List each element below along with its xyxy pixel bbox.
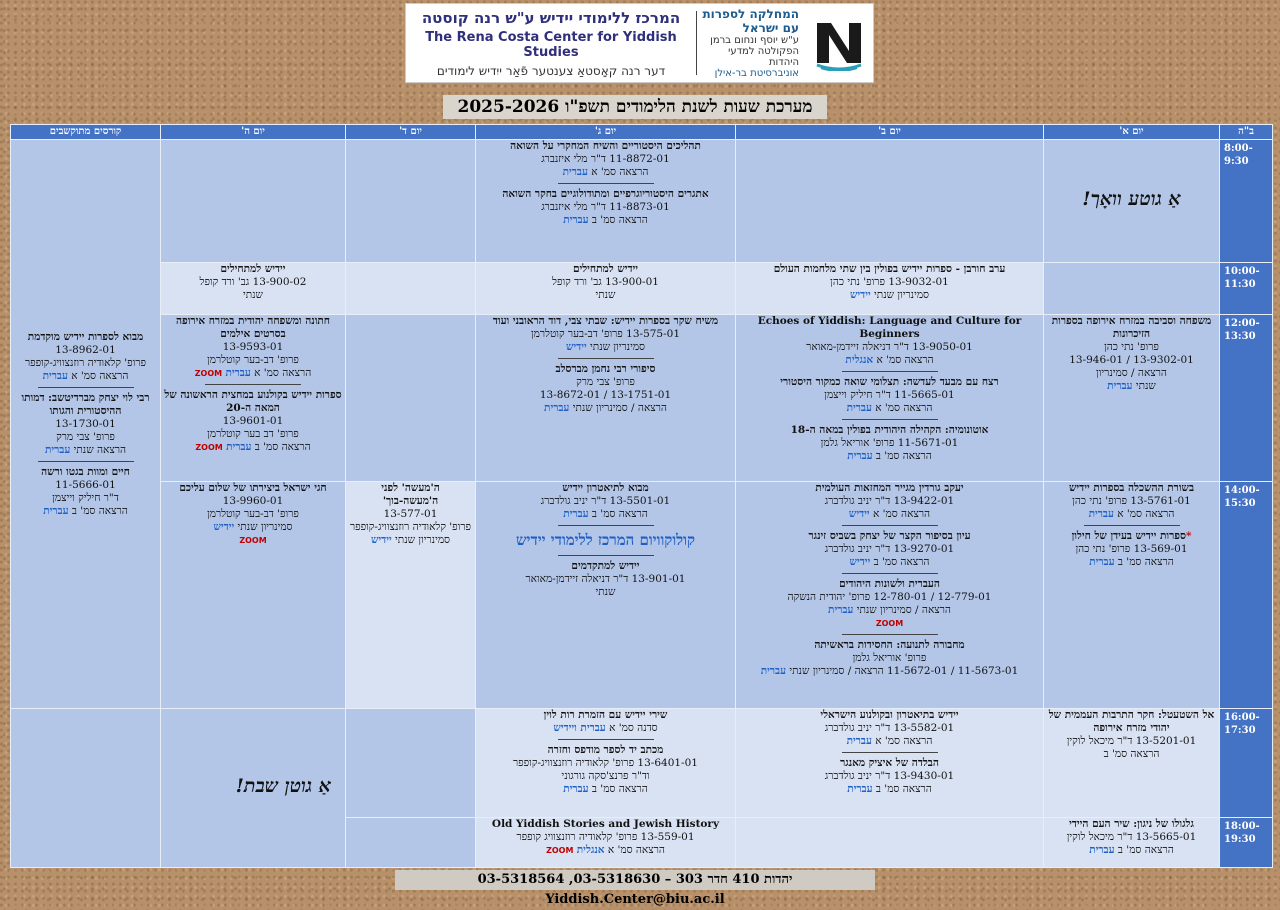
online-slot-5 <box>11 709 161 868</box>
course-code: 13-1730-01 <box>55 417 116 430</box>
course-language: אנגלית <box>576 843 605 856</box>
course-code: 13-9593-01 <box>222 340 284 353</box>
course-type-line <box>739 450 1040 463</box>
course-title: מבוא לספרות יידיש מוקדמת <box>27 330 144 343</box>
course-semester: שנתי <box>595 288 616 301</box>
course-title: אתגרים היסטוריוגרפיים ומתודולוגיים בחקר השואה <box>502 188 709 201</box>
course-type-line <box>1047 844 1216 857</box>
course-info: 11-5665-01 ד"ר חיליק וייצמן <box>824 388 955 401</box>
course-title: Old Yiddish Stories and Jewish History <box>491 817 720 830</box>
department-line-1: המחלקה לספרות <box>702 7 799 21</box>
course-type-line <box>479 341 732 354</box>
course-title: מבוא לתיאטרון יידיש <box>562 482 649 495</box>
sunday-slot-6 <box>1044 817 1220 867</box>
course-title: גלגולו של ניגון: שיר העם היידי <box>1069 817 1194 830</box>
course-title: מחבורה לתנועה: החסידות בראשיתה <box>814 639 965 652</box>
course-info: 13-9422-01 ד"ר יניב גולדברג <box>824 495 955 508</box>
course-title: Echoes of Yiddish: Language and Culture for Beginners <box>757 314 1022 340</box>
course-separator <box>205 384 301 385</box>
course-title: משפחה וסביבה במזרח אירופה בספרות הזיכרונות <box>1051 314 1212 340</box>
sunday-slot-5 <box>1044 709 1220 817</box>
course-type-line <box>739 508 1040 521</box>
course-separator <box>842 371 938 372</box>
course-language: יידיש <box>370 534 392 547</box>
course-type: הרצאה סמ' ב <box>254 440 311 453</box>
course-type: הרצאה סמ' א <box>607 843 665 856</box>
course-type: הרצאה סמ' ב <box>873 556 930 569</box>
course-type-line <box>14 444 157 457</box>
course-separator <box>1084 525 1180 526</box>
schedule-table <box>10 124 1273 868</box>
course-type: סמינריון שנתי <box>874 288 930 301</box>
thursday-slot-2 <box>161 262 346 314</box>
course-type: הרצאה סמ' א <box>876 353 934 366</box>
course-title: תהליכים היסטוריים והשיח המחקרי על השואה <box>510 140 701 153</box>
course-code: 13-9302-01 / 13-946-01 <box>1069 353 1194 366</box>
department-line-2: עם ישראל <box>742 21 799 35</box>
course-info: 12-779-01 / 12-780-01 פרופ' יהודית הנשקה <box>787 591 992 604</box>
course-teacher: פרופ' נתי כהן <box>1104 340 1159 353</box>
course-language: עברית <box>846 735 872 748</box>
course-info: 13-9430-01 ד"ר יניב גולדברג <box>824 770 955 783</box>
course-type: הרצאה סמ' ב <box>1117 556 1174 569</box>
course-info: 13-559-01 פרופ' קלאודיה רוזנצוויג קופפר <box>516 830 695 843</box>
course-language: עברית <box>847 783 873 796</box>
course-type-line <box>479 722 732 735</box>
course-type: הרצאה / סמינריון <box>1096 366 1167 379</box>
course-title-2: ה'מעשה-בוך' <box>382 495 439 508</box>
tuesday-slot-4 <box>476 482 736 709</box>
col-header-bh: ב"ה <box>1220 125 1273 140</box>
course-type: הרצאה סמ' א <box>591 166 649 179</box>
course-type: סמינריון שנתי <box>395 534 451 547</box>
course-teacher: פרופ' קלאודיה רוזנצוויג-קופפר <box>349 521 472 534</box>
department-name-block <box>697 7 805 79</box>
course-type: הרצאה סמ' ב <box>875 783 932 796</box>
wednesday-slot-6 <box>346 817 476 867</box>
time-row-2 <box>11 262 1273 314</box>
monday-slot-1 <box>736 140 1044 262</box>
tuesday-slot-1 <box>476 140 736 262</box>
course-title: משיח שקר בספרות יידיש: שבתי צבי, דוד הראובני ועוד <box>492 314 719 327</box>
course-teacher: פרופ' דב בער קוטלרמן <box>207 427 299 440</box>
course-type-line <box>14 370 157 383</box>
thursday-slot-5 <box>161 709 346 868</box>
course-type-line <box>739 604 1040 630</box>
course-type: הרצאה שנתי <box>73 443 127 456</box>
monday-slot-2 <box>736 262 1044 314</box>
course-info: 13-901-01 ד"ר דניאלה זיידמן-מאואר <box>525 573 686 586</box>
course-info: 13-5665-01 ד"ר מיכאל לוקין <box>1066 830 1197 843</box>
time-slot-3: 12:00- 13:30 <box>1220 314 1273 482</box>
course-title: רבי לוי יצחק מברדיטשב: דמותו ההיסטורית והגותו <box>21 391 150 417</box>
course-type-line <box>479 508 732 521</box>
course-title: יידיש למתקדמים <box>571 560 640 573</box>
thursday-slot-4 <box>161 482 346 709</box>
course-language: יידיש <box>849 288 871 301</box>
sunday-slot-3 <box>1044 314 1220 482</box>
course-separator <box>558 183 654 184</box>
course-title: עיון בסיפור הקצר של יצחק בשביס זינגר <box>808 530 971 543</box>
contact-footer: יהדות 410 חדר 303 – 03-5318630, 03-5318564 Yiddish.Center@biu.ac.il <box>395 870 875 890</box>
course-semester: שנתי <box>242 288 263 301</box>
department-line-4: הפקולטה למדעי היהדות <box>728 46 799 68</box>
course-type-line <box>14 505 157 518</box>
course-type: סמינריון שנתי <box>590 340 646 353</box>
course-title: רצח עם מבעד לעדשה: תצלומי שואה כמקור היסטורי <box>780 375 999 388</box>
time-slot-4: 14:00- 15:30 <box>1220 482 1273 709</box>
course-teacher: פרופ' צבי מרק <box>576 375 635 388</box>
course-type: הרצאה סמ' א <box>254 366 312 379</box>
star-mark: * <box>1185 530 1192 543</box>
course-teacher: פרופ' קלאודיה רוזנצוויג-קופפר <box>24 356 147 369</box>
course-language: עברית <box>225 366 251 379</box>
course-type-line <box>1047 556 1216 569</box>
course-title: חתונה ומשפחה יהודית במזרח אירופה בסרטים אילמים <box>175 314 331 340</box>
course-title: יידיש בתיאטרון ובקולנוע הישראלי <box>820 709 959 722</box>
monday-slot-3 <box>736 314 1044 482</box>
course-title: ערב חורבן - ספרות יידיש בפולין בין שתי מלחמות העולם <box>773 262 1006 275</box>
sunday-slot-4 <box>1044 482 1220 709</box>
good-week-greeting: אַ גוטע וואָך! <box>1082 187 1181 210</box>
course-type-line <box>164 521 342 534</box>
course-code: 11-5666-01 <box>55 478 116 491</box>
course-type-line <box>739 783 1040 796</box>
course-language: עברית <box>562 166 588 179</box>
course-type: סמינריון שנתי <box>237 521 293 534</box>
course-info: 13-6401-01 פרופ' קלאודיה רוזנצוויג-קופפר <box>513 757 698 770</box>
course-language: יידיש <box>849 556 871 569</box>
center-name-yiddish: דער רנה קאָסטאַ צענטער פֿאַר ייִדיש לימודים <box>436 63 666 78</box>
col-header-monday: יום ב' <box>736 125 1044 140</box>
course-type-line <box>164 441 342 454</box>
course-type-line <box>479 166 732 179</box>
course-info: 11-8872-01 ד"ר מלי איזנברג <box>541 153 670 166</box>
course-title: יידיש למתחילים <box>572 262 639 275</box>
course-separator <box>842 752 938 753</box>
course-type: הרצאה סמ' א <box>875 401 933 414</box>
department-line-3: ע"ש יוסף ונחום ברמן <box>710 35 799 46</box>
course-language: אנגלית <box>845 353 874 366</box>
wednesday-slot-3 <box>346 314 476 482</box>
time-row-3 <box>11 314 1273 482</box>
course-title: אל השטעטל: חקר התרבות העממית של יהודי מזרח אירופה <box>1048 709 1215 735</box>
course-type: הרצאה סמ' ב <box>1103 748 1160 761</box>
course-separator <box>842 419 938 420</box>
course-title: הבלדה של איציק מאנגר <box>840 757 939 770</box>
colloquium-banner: קולוקוויום המרכז ללימודי יידיש <box>515 531 696 550</box>
department-line-5: אוניברסיטת בר-אילן <box>714 68 799 79</box>
course-info: 13-5582-01 ד"ר יניב גולדברג <box>824 722 955 735</box>
zoom-badge: ZOOM <box>546 845 574 855</box>
course-title: ספרות יידיש בעידן של חילון <box>1071 530 1186 543</box>
course-type-line <box>1047 380 1216 393</box>
course-separator <box>558 555 654 556</box>
course-title: יעקב גורדין מגייר המחזאות העולמית <box>815 482 964 495</box>
course-separator <box>38 387 134 388</box>
course-info: 13-9032-01 פרופ' נתי כהן <box>830 275 949 288</box>
course-semester: שנתי <box>1135 379 1156 392</box>
course-info: 13-5761-01 פרופ' נתי כהן <box>1072 495 1191 508</box>
course-type-line <box>479 402 732 415</box>
center-logo-banner <box>405 3 874 83</box>
time-slot-6: 18:00- 19:30 <box>1220 817 1273 867</box>
course-type: הרצאה סמ' ב <box>591 214 648 227</box>
monday-slot-5 <box>736 709 1044 817</box>
course-teacher: פרופ' צבי מרק <box>56 430 115 443</box>
course-language: עברית <box>846 401 872 414</box>
course-semester: שנתי <box>595 586 616 599</box>
course-code: 13-9601-01 <box>222 414 284 427</box>
time-slot-5: 16:00- 17:30 <box>1220 709 1273 817</box>
course-title: אוטונומיה: הקהילה היהודית בפולין במאה ה-18 <box>790 423 989 436</box>
header-row <box>11 125 1273 140</box>
course-title: מכתב יד לספר מודפס וחזרה <box>547 744 664 757</box>
good-shabbos-greeting: אַ גוטן שבת! <box>235 775 331 798</box>
course-info: 11-8873-01 ד"ר מלי איזנברג <box>541 201 670 214</box>
course-type: הרצאה סמ' א <box>872 508 931 521</box>
wednesday-slot-1 <box>346 140 476 262</box>
online-courses-cell <box>11 140 161 709</box>
course-info: 13-9270-01 ד"ר יניב גולדברג <box>824 543 955 556</box>
course-type-line <box>739 735 1040 748</box>
course-language: עברית <box>1089 556 1115 569</box>
course-info: 13-575-01 פרופ' דב-בער קוטלרמן <box>530 327 681 340</box>
course-language: עברית <box>42 369 68 382</box>
course-code: 13-9960-01 <box>222 495 284 508</box>
center-name-block <box>406 9 696 78</box>
course-info: סדנה סמ' א <box>609 722 658 735</box>
course-type: הרצאה סמ' א <box>875 735 933 748</box>
wednesday-slot-4 <box>346 482 476 709</box>
time-row-1 <box>11 140 1273 262</box>
course-title: חיים ומוות בגטו ורשה <box>41 465 130 478</box>
time-slot-2: 10:00- 11:30 <box>1220 262 1273 314</box>
zoom-badge: ZOOM <box>194 368 223 378</box>
course-teacher: ד"ר חיליק וייצמן <box>52 491 119 504</box>
sunday-slot-2 <box>1044 262 1220 314</box>
course-language: יידיש <box>213 521 235 534</box>
course-type: הרצאה סמ' ב <box>591 508 648 521</box>
center-name-english: The Rena Costa Center for Yiddish Studies <box>425 29 677 60</box>
course-type: הרצאה / סמינריון שנתי <box>572 401 667 414</box>
course-info-2: 11-5673-01 / 11-5672-01 הרצאה / סמינריון שנתי <box>789 665 1019 678</box>
time-slot-1: 8:00- 9:30 <box>1220 140 1273 262</box>
center-name-hebrew: המרכז ללימודי יידיש ע"ש רנה קוסטה <box>421 8 681 27</box>
course-info: 13-900-01 גב' ורד קופל <box>552 275 659 288</box>
col-header-wednesday: יום ד' <box>346 125 476 140</box>
course-info: 13-5201-01 ד"ר מיכאל לוקין <box>1066 735 1197 748</box>
course-type-line <box>739 556 1040 569</box>
time-row-5 <box>11 709 1273 817</box>
course-language: עברית <box>563 214 589 227</box>
tuesday-slot-6 <box>476 817 736 867</box>
course-language: עברית <box>1088 508 1114 521</box>
course-language: עברית <box>544 401 570 414</box>
wednesday-slot-5 <box>346 709 476 817</box>
zoom-badge: ZOOM <box>875 619 904 629</box>
course-type: הרצאה סמ' א <box>1117 508 1175 521</box>
course-separator <box>558 739 654 740</box>
course-language: עברית <box>44 443 71 456</box>
monday-slot-4 <box>736 482 1044 709</box>
course-info: פרופ' אוריאל גלמן <box>852 652 927 665</box>
wednesday-slot-2 <box>346 262 476 314</box>
course-title: ספרות יידיש בקולנוע במחצית הראשונה של המאה ה-20 <box>164 388 342 414</box>
course-info: 13-9050-01 ד"ר דניאלה זיידמן-מאואר <box>806 340 973 353</box>
course-info: 13-5501-01 ד"ר יניב גולדברג <box>540 495 671 508</box>
course-language: עברית ויידיש <box>553 722 606 735</box>
bar-ilan-logo-icon <box>811 15 867 71</box>
course-language: יידיש <box>848 508 870 521</box>
course-language: עברית <box>1089 843 1115 856</box>
tuesday-slot-5 <box>476 709 736 817</box>
time-row-4 <box>11 482 1273 709</box>
course-info: 13-569-01 פרופ' נתי כהן <box>1075 543 1188 556</box>
monday-slot-6 <box>736 817 1044 867</box>
course-info-2: וד"ר פרנצ'סקה גורגוני <box>561 770 650 783</box>
tuesday-slot-2 <box>476 262 736 314</box>
course-title: חגי ישראל ביצירתו של שלום עליכם <box>179 482 327 495</box>
course-title: סיפורי רבי נחמן מברסלב <box>555 362 656 375</box>
course-type-line <box>1047 508 1216 521</box>
course-separator <box>842 573 938 574</box>
thursday-slot-1 <box>161 140 346 262</box>
course-code: 13-577-01 <box>383 508 438 521</box>
course-type-line <box>739 354 1040 367</box>
tuesday-slot-3 <box>476 314 736 482</box>
course-language: עברית <box>226 440 252 453</box>
col-header-tuesday: יום ג' <box>476 125 736 140</box>
course-type-line <box>739 289 1040 302</box>
course-separator <box>842 525 938 526</box>
col-header-thursday: יום ה' <box>161 125 346 140</box>
course-type-line <box>479 844 732 857</box>
course-type: הרצאה סמ' ב <box>875 449 932 462</box>
page-title: מערכת שעות לשנת הלימודים תשפ"ו 2025-2026 <box>443 95 827 119</box>
course-type: הרצאה סמ' ב <box>591 783 648 796</box>
course-type-line <box>479 783 732 796</box>
course-language: עברית <box>828 604 854 617</box>
course-type: הרצאה סמ' א <box>71 369 129 382</box>
course-info: 13-900-02 גב' ורד קופל <box>199 275 307 288</box>
course-type-line <box>349 534 472 547</box>
course-separator <box>842 634 938 635</box>
course-title: שירי יידיש עם הזמרת רות לוין <box>543 709 668 722</box>
zoom-badge: ZOOM <box>239 536 267 546</box>
course-type-line <box>739 402 1040 415</box>
course-language: יידיש <box>565 340 587 353</box>
course-separator <box>38 461 134 462</box>
col-header-sunday: יום א' <box>1044 125 1220 140</box>
course-language: עברית <box>1107 379 1133 392</box>
course-type-line <box>479 214 732 227</box>
course-type-line <box>164 367 342 380</box>
course-separator <box>558 358 654 359</box>
course-code: 13-8962-01 <box>55 343 116 356</box>
course-type-line <box>739 665 1040 678</box>
zoom-badge: ZOOM <box>195 442 223 452</box>
course-teacher: פרופ' דב-בער קוטלרמן <box>207 508 299 521</box>
course-type: הרצאה סמ' ב <box>71 504 128 517</box>
course-title: העברית ולשונות היהודים <box>839 578 940 591</box>
sunday-slot-1 <box>1044 140 1220 262</box>
course-title: יידיש למתחילים <box>220 262 286 275</box>
course-language: עברית <box>43 504 69 517</box>
course-type: הרצאה סמ' ב <box>1117 843 1174 856</box>
course-title-line <box>1047 530 1216 543</box>
course-language: עברית <box>563 508 589 521</box>
course-separator <box>558 525 654 526</box>
course-type: הרצאה / סמינריון שנתי <box>856 604 951 617</box>
course-title: ה'מעשה' לפני <box>381 482 440 495</box>
course-language: עברית <box>563 783 589 796</box>
course-teacher: פרופ' דב-בער קוטלרמן <box>207 353 299 366</box>
course-language: עברית <box>760 665 787 678</box>
course-info: 11-5671-01 פרופ' אוריאל גלמן <box>820 436 959 449</box>
course-language: עברית <box>847 449 873 462</box>
col-header-online: קורסים מתוקשבים <box>11 125 161 140</box>
thursday-slot-3 <box>161 314 346 482</box>
course-title: בשורת ההשכלה בספרות יידיש <box>1068 482 1195 495</box>
course-code: 13-1751-01 / 13-8672-01 <box>539 388 672 401</box>
